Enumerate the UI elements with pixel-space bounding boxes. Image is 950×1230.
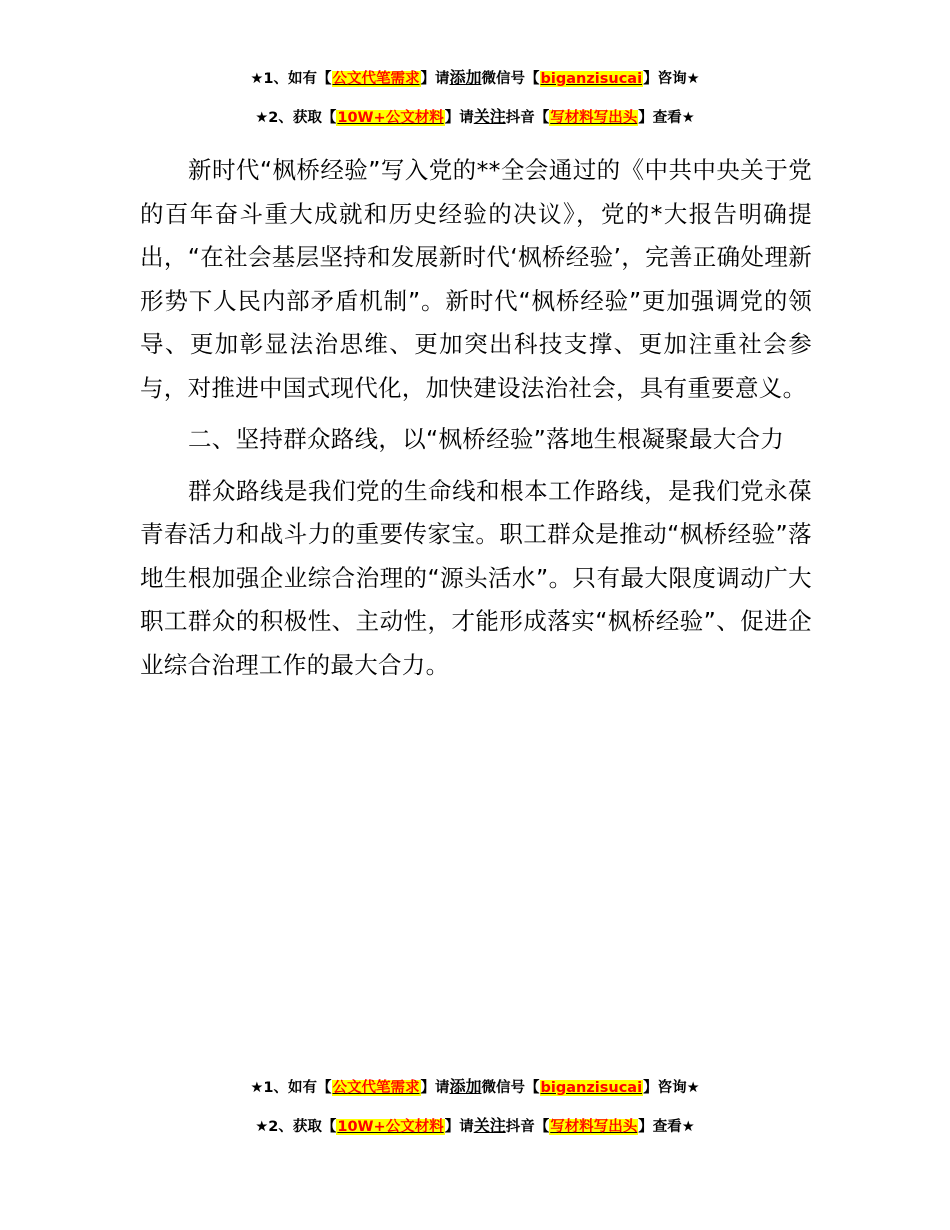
banner-text: 】请 [420, 1080, 450, 1096]
banner-text: 微信号【 [481, 1080, 540, 1096]
banner-text: 】咨询★ [643, 71, 700, 87]
banner-underline: 添加 [449, 1077, 482, 1096]
footer-banner-line-1 [0, 1076, 950, 1099]
banner-text: 】查看★ [638, 110, 695, 126]
banner-text: 】请 [444, 110, 474, 126]
banner-highlight: 公文代笔需求 [332, 1080, 420, 1096]
banner-highlight: 10W+公文材料 [337, 1119, 444, 1135]
banner-highlight: 公文代笔需求 [332, 71, 420, 87]
banner-highlight: 写材料写出头 [550, 110, 638, 126]
banner-text: ★1、如有【 [250, 71, 332, 87]
banner-text: ★2、获取【 [255, 110, 337, 126]
banner-underline: 关注 [473, 107, 506, 126]
banner-highlight: 写材料写出头 [550, 1119, 638, 1135]
banner-text: 抖音【 [505, 1119, 550, 1135]
section-heading: 二、坚持群众路线，以“枫桥经验”落地生根凝聚最大合力 [188, 425, 785, 453]
banner-text: 】查看★ [638, 1119, 695, 1135]
body-paragraph: 群众路线是我们党的生命线和根本工作路线，是我们党永葆青春活力和战斗力的重要传家宝。职工群众是推动“枫桥经验”落地生根加强企业综合治理的“源头活水”。只有最大限度调动广大职工群众的积极性、主动性，才能形成落实“枫桥经验”、促进企业综合治理工作的最大合力。 [140, 476, 812, 679]
body-paragraph: 新时代“枫桥经验”写入党的**全会通过的《中共中央关于党的百年奋斗重大成就和历史经验的决议》，党的*大报告明确提出，“在社会基层坚持和发展新时代‘枫桥经验’，完善正确处理新形势下人民内部矛盾机制”。新时代“枫桥经验”更加强调党的领导、更加彰显法治思维、更加突出科技支撑、更加注重社会参与，对推进中国式现代化，加快建设法治社会，具有重要意义。 [140, 156, 812, 402]
header-banner-line-1 [0, 67, 950, 90]
banner-text: 微信号【 [481, 71, 540, 87]
banner-text: ★2、获取【 [255, 1119, 337, 1135]
banner-highlight: biganzisucai [540, 71, 643, 87]
banner-highlight: biganzisucai [540, 1080, 643, 1096]
banner-underline: 关注 [473, 1116, 506, 1135]
footer-banner-line-2 [0, 1115, 950, 1138]
banner-text: ★1、如有【 [250, 1080, 332, 1096]
banner-text: 】请 [444, 1119, 474, 1135]
banner-text: 抖音【 [505, 110, 550, 126]
header-banner-line-2 [0, 106, 950, 129]
banner-underline: 添加 [449, 68, 482, 87]
banner-text: 】请 [420, 71, 450, 87]
banner-text: 】咨询★ [643, 1080, 700, 1096]
banner-highlight: 10W+公文材料 [337, 110, 444, 126]
document-body [140, 149, 812, 695]
